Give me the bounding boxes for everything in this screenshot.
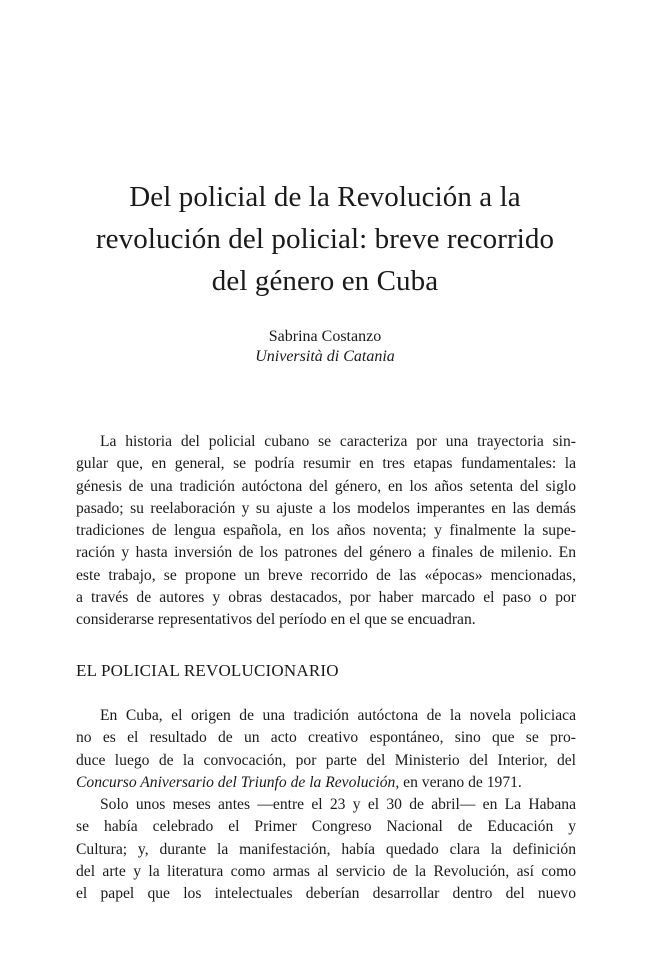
title-line-2: revolución del policial: breve recorrido: [95, 223, 555, 255]
title-line-3: del género en Cuba: [211, 265, 439, 297]
author-name: Sabrina Costanzo: [268, 328, 382, 345]
abstract-line: pasado; su reelaboración y su ajuste a los modelos imperantes en las demás: [76, 499, 576, 517]
contest-name: Concurso Aniversario del Triunfo de la Revolución,: [76, 773, 400, 791]
abstract-line: La historia del policial cubano se caracteriza por una trayectoria sin-: [100, 433, 576, 450]
abstract-line: a través de autores y obras destacados, por haber marcado el paso o por: [76, 589, 576, 607]
body-line-tail: en verano de 1971.: [399, 773, 522, 791]
abstract-line: gular que, en general, se podría resumir en tres etapas fundamentales: la: [76, 455, 576, 473]
body-line: no es el resultado de un acto creativo espontáneo, sino que se pro-: [76, 729, 576, 747]
abstract-line: considerarse representativos del período en el que se encuadran.: [76, 611, 476, 629]
body-line: [76, 772, 576, 794]
abstract-line: este trabajo, se propone un breve recorrido de las «épocas» mencionadas,: [76, 566, 576, 584]
body-line: del arte y la literatura como armas al servicio de la Revolución, así como: [76, 863, 576, 881]
body-line: En Cuba, el origen de una tradición autóctona de la novela policiaca: [100, 707, 576, 724]
author-affiliation: Università di Catania: [255, 348, 395, 365]
abstract-line: ración y hasta inversión de los patrones del género a finales de milenio. En: [76, 544, 576, 562]
title-line-1: Del policial de la Revolución a la: [129, 181, 521, 213]
abstract-line: génesis de una tradición autóctona del género, en los años setenta del siglo: [76, 477, 576, 495]
body-line: duce luego de la convocación, por parte del Ministerio del Interior, del: [76, 751, 576, 769]
body-line: Solo unos meses antes —entre el 23 y el 30 de abril— en La Habana: [100, 796, 576, 814]
body-line: Cultura; y, durante la manifestación, había quedado clara la definición: [76, 840, 576, 858]
abstract: [76, 431, 576, 632]
article-title: [60, 176, 590, 302]
body-text: [76, 705, 576, 906]
section-heading: EL POLICIAL REVOLUCIONARIO: [76, 661, 339, 680]
body-line: el papel que los intelectuales deberían desarrollar dentro del nuevo: [76, 885, 576, 903]
abstract-line: tradiciones de lengua española, en los años noventa; y finalmente la supe-: [76, 522, 576, 540]
body-line: se había celebrado el Primer Congreso Nacional de Educación y: [76, 818, 576, 836]
